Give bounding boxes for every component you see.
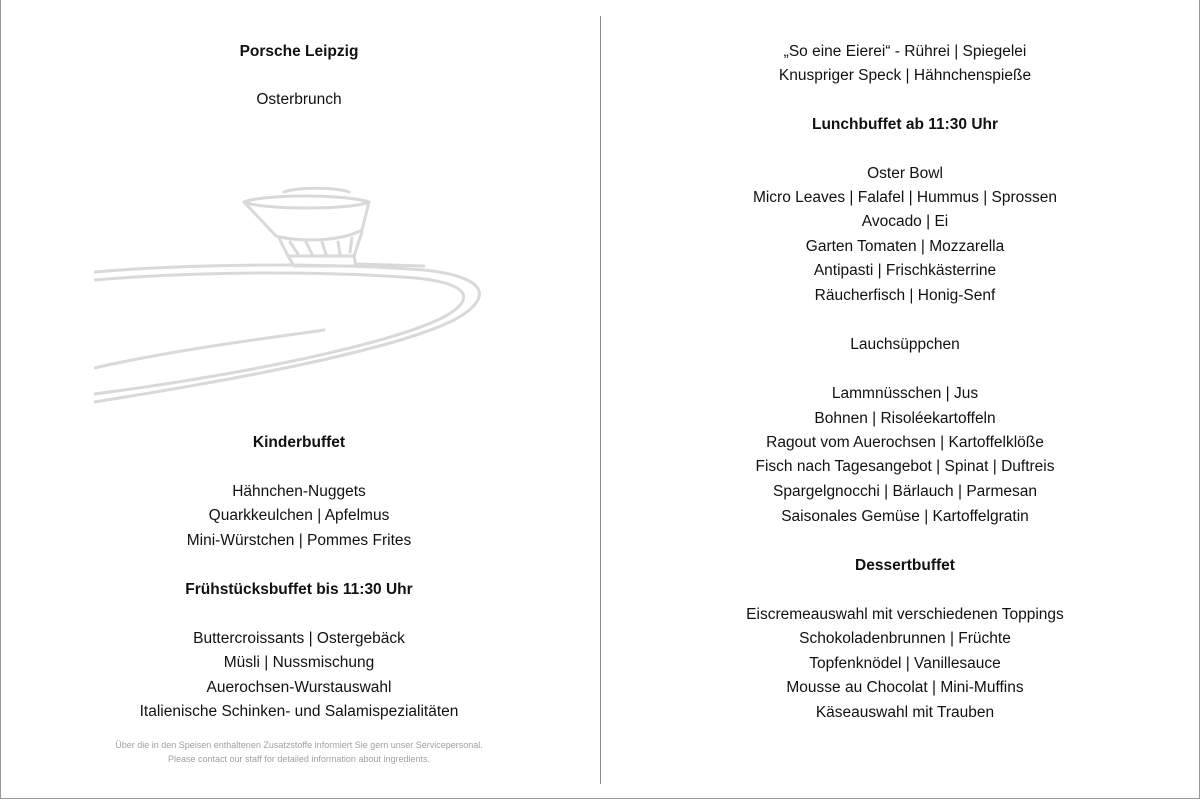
breakfast-item: Auerochsen-Wurstauswahl (206, 679, 392, 696)
dessert-heading: Dessertbuffet (855, 557, 955, 574)
main-item: Fisch nach Tagesangebot | Spinat | Duftreis (755, 458, 1055, 475)
left-column (0, 0, 598, 800)
egg-item: Knuspriger Speck | Hähnchenspieße (778, 67, 1032, 84)
dessert-item: Eiscremeauswahl mit verschiedenen Toppings (746, 606, 1064, 623)
main-item: Lammnüsschen | Jus (831, 385, 979, 402)
dessert-item: Topfenknödel | Vanillesauce (809, 655, 1001, 672)
venue-title: Porsche Leipzig (239, 43, 359, 60)
building-track-icon (94, 180, 494, 410)
dessert-item: Mousse au Chocolat | Mini-Muffins (786, 679, 1024, 696)
main-item: Saisonales Gemüse | Kartoffelgratin (781, 508, 1029, 525)
egg-item: „So eine Eierei“ - Rührei | Spiegelei (783, 43, 1027, 60)
main-item: Ragout vom Auerochsen | Kartoffelklöße (766, 434, 1044, 451)
breakfast-item: Müsli | Nussmischung (223, 654, 375, 671)
breakfast-item: Buttercroissants | Ostergebäck (193, 630, 405, 647)
footnote-german: Über die in den Speisen enthaltenen Zusatzstoffe informiert Sie gern unser Servicepersonal. (115, 740, 483, 750)
soup-item: Lauchsüppchen (850, 336, 960, 353)
kids-item: Hähnchen-Nuggets (232, 483, 366, 500)
event-title: Osterbrunch (256, 91, 342, 108)
breakfast-item: Italienische Schinken- und Salamispezialitäten (139, 703, 459, 720)
bowl-item: Micro Leaves | Falafel | Hummus | Sprossen (752, 189, 1058, 206)
main-item: Spargelgnocchi | Bärlauch | Parmesan (773, 483, 1037, 500)
lunch-heading: Lunchbuffet ab 11:30 Uhr (811, 116, 999, 133)
kids-item: Quarkkeulchen | Apfelmus (208, 507, 390, 524)
main-item: Bohnen | Risoléekartoffeln (814, 410, 996, 427)
bowl-item: Antipasti | Frischkästerrine (813, 262, 997, 279)
bowl-item: Avocado | Ei (861, 213, 949, 230)
kids-heading: Kinderbuffet (252, 434, 346, 451)
bowl-item: Oster Bowl (867, 165, 943, 182)
column-divider (600, 16, 601, 784)
bowl-item: Räucherfisch | Honig-Senf (814, 287, 996, 304)
breakfast-heading: Frühstücksbuffet bis 11:30 Uhr (185, 581, 413, 598)
dessert-item: Käseauswahl mit Trauben (815, 704, 995, 721)
footnote-english: Please contact our staff for detailed information about ingredients. (168, 754, 430, 764)
dessert-item: Schokoladenbrunnen | Früchte (799, 630, 1011, 647)
kids-item: Mini-Würstchen | Pommes Frites (186, 532, 412, 549)
bowl-item: Garten Tomaten | Mozzarella (805, 238, 1005, 255)
right-column (605, 0, 1200, 800)
